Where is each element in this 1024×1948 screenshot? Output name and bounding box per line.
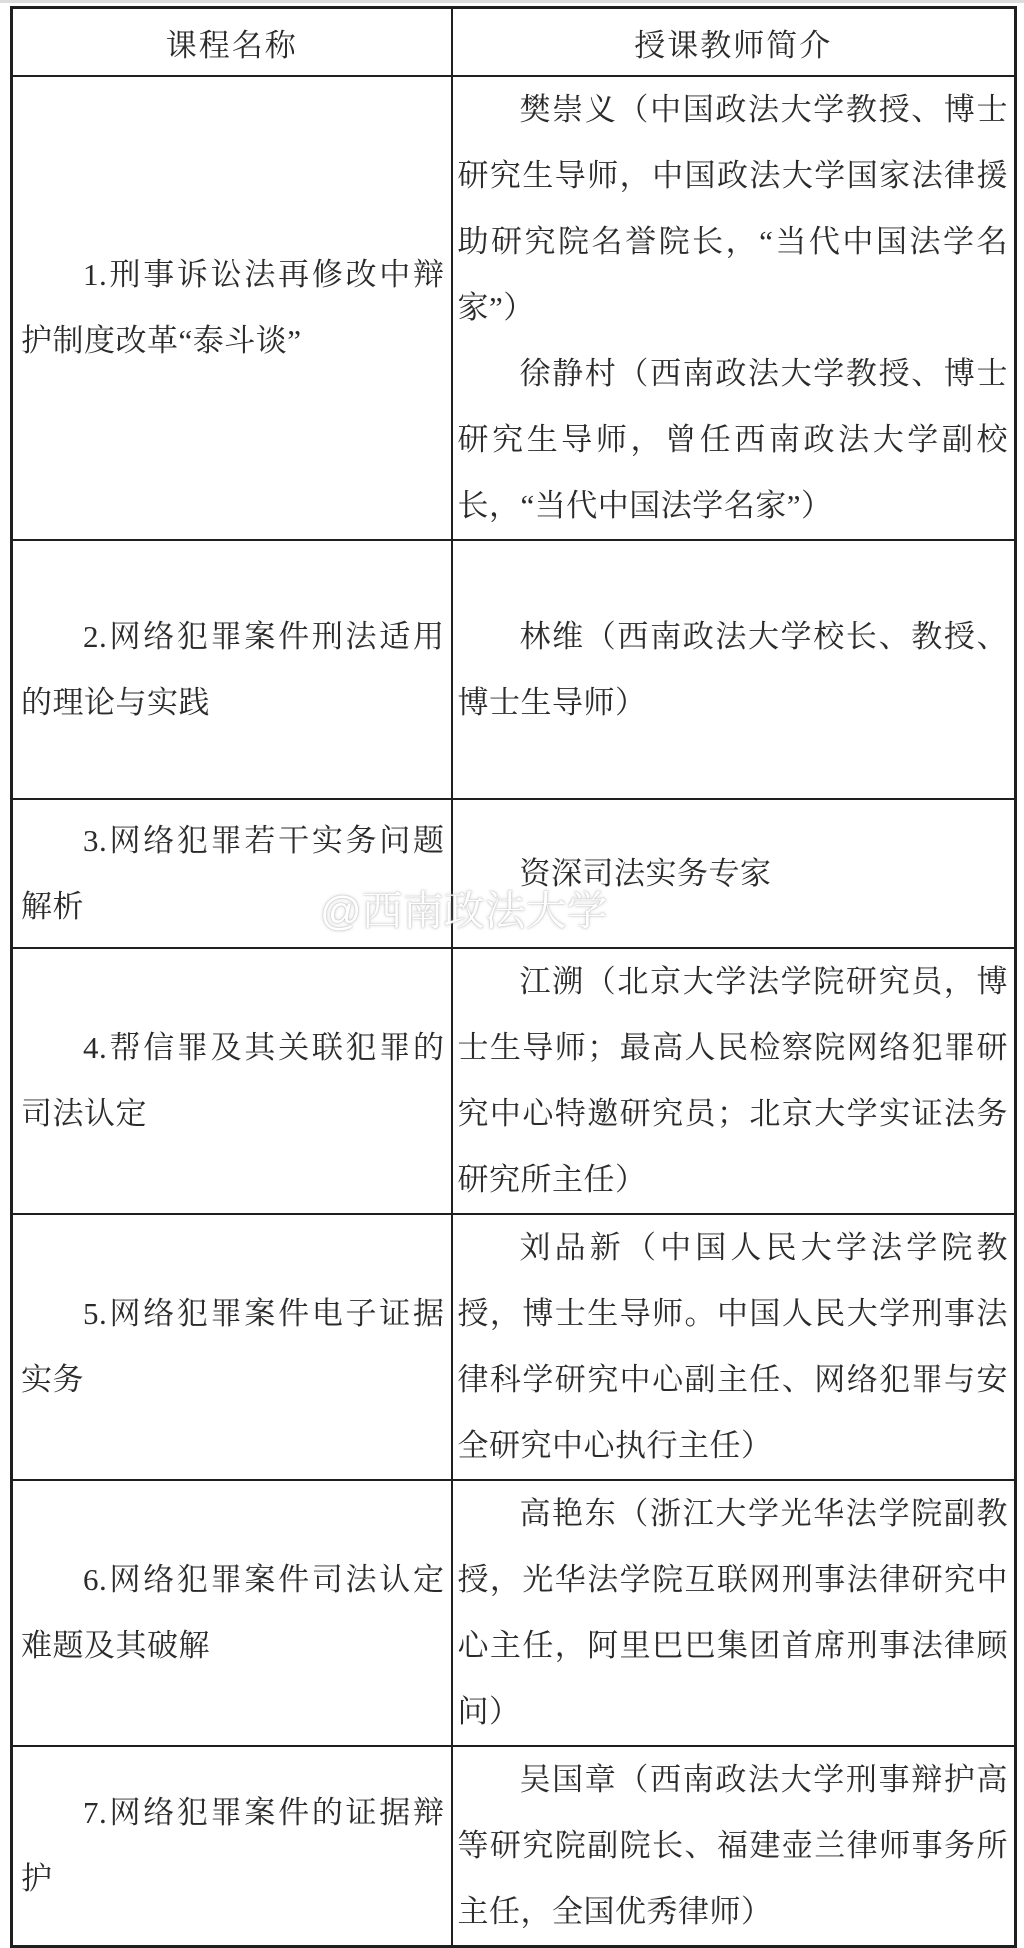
course-name-6: 6.网络犯罪案件司法认定难题及其破解: [21, 1562, 445, 1663]
teacher-cell-1: [452, 76, 1016, 540]
table-row: [12, 948, 1016, 1214]
table-header-row: [12, 8, 1016, 77]
teacher-intro-4: 江溯（北京大学法学院研究员，博士生导师；最高人民检察院网络犯罪研究中心特邀研究员；北京大学实证法务研究所主任）: [457, 964, 1008, 1197]
course-cell-1: [12, 76, 452, 540]
teacher-cell-4: [452, 948, 1016, 1214]
course-cell-5: [12, 1214, 452, 1480]
course-name-1: 1.刑事诉讼法再修改中辩护制度改革“泰斗谈”: [21, 257, 445, 358]
teacher-cell-7: [452, 1746, 1016, 1947]
course-schedule-table: [10, 6, 1017, 1948]
course-name-5: 5.网络犯罪案件电子证据实务: [21, 1296, 445, 1397]
table-row: [12, 799, 1016, 948]
course-cell-3: [12, 799, 452, 948]
watermark-text: @西南政法大学: [320, 888, 608, 934]
course-cell-7: [12, 1746, 452, 1947]
table-row: [12, 1480, 1016, 1746]
photo-top-edge: [0, 0, 1024, 3]
header-course-name: 课程名称: [12, 8, 452, 77]
course-cell-4: [12, 948, 452, 1214]
teacher-intro-7: 吴国章（西南政法大学刑事辩护高等研究院副院长、福建壶兰律师事务所主任，全国优秀律师）: [457, 1762, 1008, 1929]
course-cell-6: [12, 1480, 452, 1746]
course-name-4: 4.帮信罪及其关联犯罪的司法认定: [21, 1030, 445, 1131]
teacher-intro-3: 资深司法实务专家: [519, 855, 772, 891]
course-cell-2: [12, 540, 452, 799]
teacher-intro-6: 高艳东（浙江大学光华法学院副教授，光华法学院互联网刑事法律研究中心主任，阿里巴巴集团首席刑事法律顾问）: [457, 1496, 1008, 1729]
header-teacher-intro: 授课教师简介: [452, 8, 1016, 77]
teacher-cell-5: [452, 1214, 1016, 1480]
table-row: [12, 540, 1016, 799]
teacher-cell-6: [452, 1480, 1016, 1746]
table-row: [12, 1746, 1016, 1947]
table-row: [12, 76, 1016, 540]
table-row: [12, 1214, 1016, 1480]
course-name-7: 7.网络犯罪案件的证据辩护: [21, 1795, 445, 1896]
teacher-cell-2: [452, 540, 1016, 799]
teacher-intro-5: 刘品新（中国人民大学法学院教授，博士生导师。中国人民大学刑事法律科学研究中心副主任、网络犯罪与安全研究中心执行主任）: [457, 1230, 1008, 1463]
course-name-3: 3.网络犯罪若干实务问题解析: [21, 822, 445, 924]
teacher-intro-1b: 徐静村（西南政法大学教授、博士研究生导师，曾任西南政法大学副校长，“当代中国法学名家”）: [457, 356, 1008, 523]
teacher-cell-3: [452, 799, 1016, 948]
course-name-2: 2.网络犯罪案件刑法适用的理论与实践: [21, 618, 445, 720]
teacher-intro-2: 林维（西南政法大学校长、教授、博士生导师）: [457, 618, 1008, 720]
teacher-intro-1a: 樊崇义（中国政法大学教授、博士研究生导师，中国政法大学国家法律援助研究院名誉院长，“当代中国法学名家”）: [457, 92, 1008, 325]
